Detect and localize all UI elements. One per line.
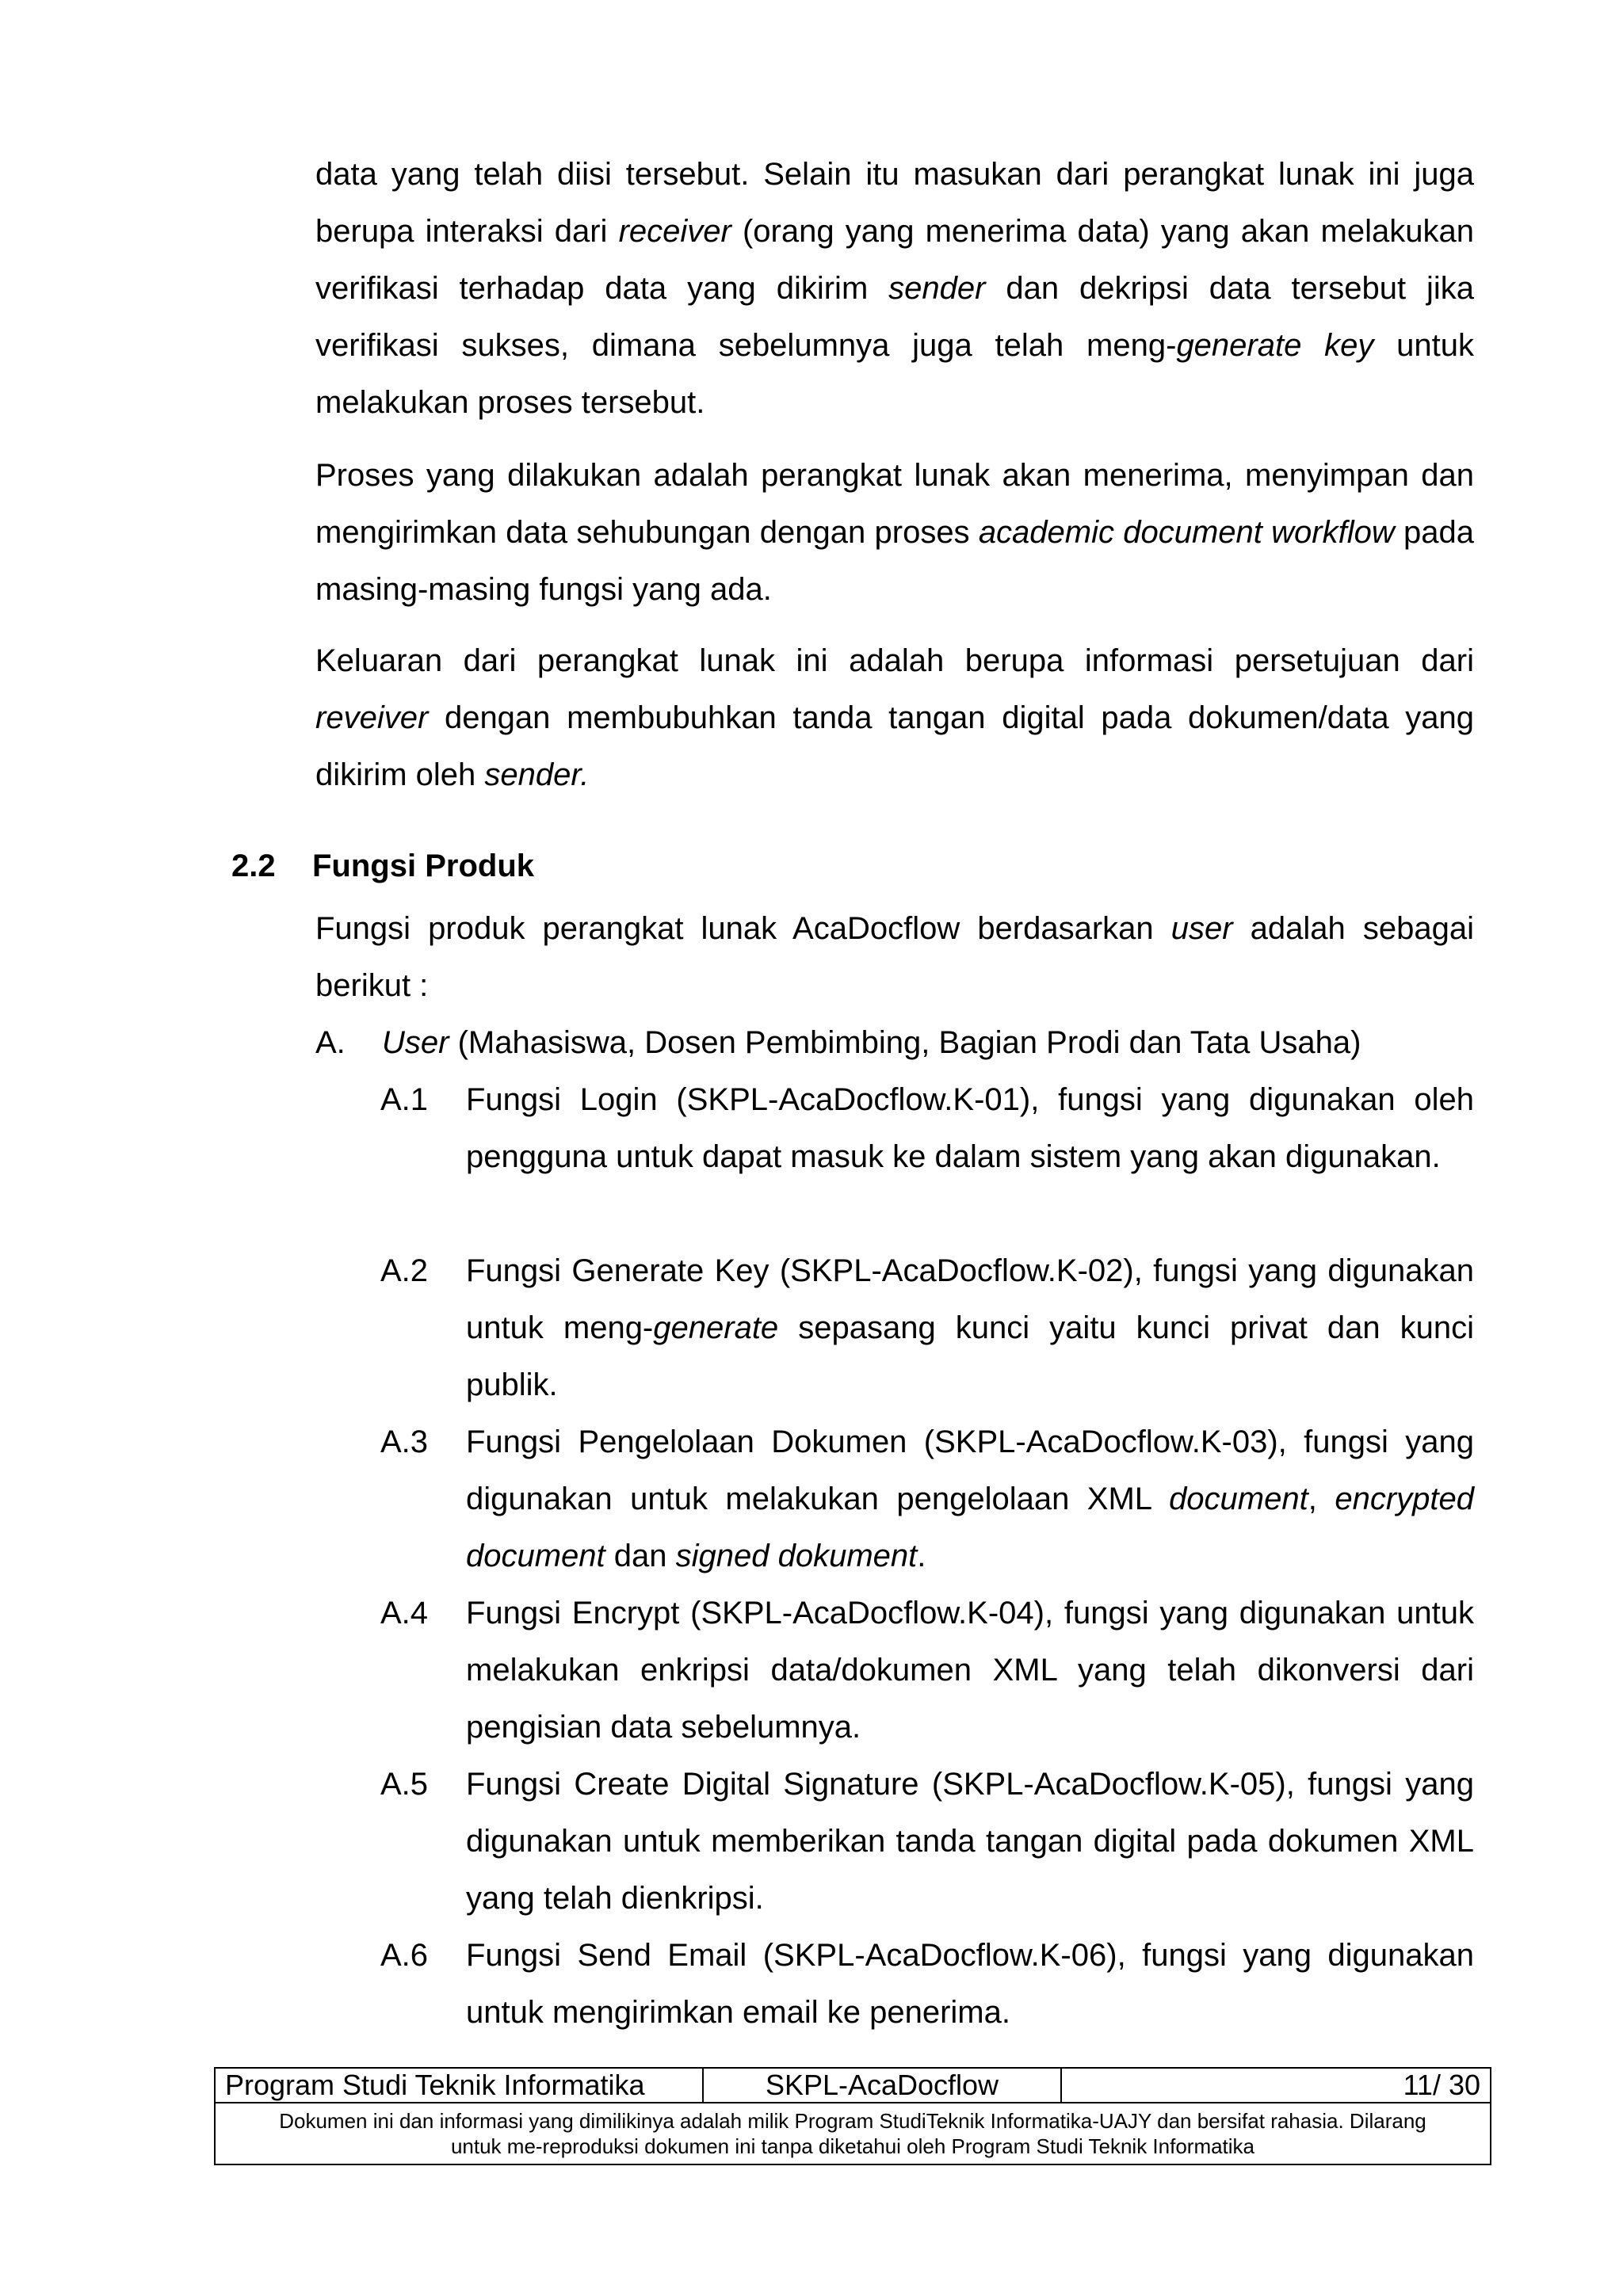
- subitem-text: Fungsi Generate Key (SKPL-AcaDocflow.K-02), fungsi yang digunakan untuk meng-generate sepasang kunci yaitu kunci privat dan kunci publik.: [466, 1253, 1475, 1402]
- subitem-marker: A.6: [380, 1938, 429, 1973]
- footer-document-id: SKPL-AcaDocflow: [703, 2068, 1061, 2103]
- notice-line-2: untuk me-reproduksi dokumen ini tanpa diketahui oleh Program Studi Teknik Informatika: [450, 2134, 1255, 2158]
- footer-notice-row: [215, 2103, 1491, 2164]
- footer-info-row: [215, 2068, 1491, 2103]
- subitem-login-function: [380, 1071, 1474, 1185]
- list-item-user: A. User (Mahasiswa, Dosen Pembimbing, Bagian Prodi dan Tata Usaha): [315, 1014, 1474, 1071]
- list-marker: A.: [315, 1025, 346, 1060]
- subitem-digital-signature-function: [380, 1756, 1474, 1927]
- section-title: Fungsi Produk: [312, 849, 534, 883]
- footer-program: Program Studi Teknik Informatika: [215, 2068, 703, 2103]
- paragraph-intro: Fungsi produk perangkat lunak AcaDocflow berdasarkan user adalah sebagai berikut :: [315, 911, 1474, 1003]
- section-heading: [231, 837, 534, 894]
- subitem-generate-key-function: [380, 1242, 1474, 1413]
- subitem-marker: A.5: [380, 1767, 429, 1802]
- subitem-marker: A.4: [380, 1596, 429, 1630]
- subitem-text: Fungsi Create Digital Signature (SKPL-AcaDocflow.K-05), fungsi yang digunakan untuk memberikan tanda tangan digital pada dokumen XML yang telah dienkripsi.: [466, 1767, 1474, 1916]
- subitem-text: Fungsi Encrypt (SKPL-AcaDocflow.K-04), fungsi yang digunakan untuk melakukan enkripsi data/dokumen XML yang telah dikonversi dari pengisian data sebelumnya.: [466, 1596, 1474, 1745]
- paragraph-process-description: Proses yang dilakukan adalah perangkat lunak akan menerima, menyimpan dan mengirimkan data sehubungan dengan proses academic document workflow pada masing-masing fungsi yang ada.: [315, 458, 1474, 607]
- paragraph-input-description: data yang telah diisi tersebut. Selain itu masukan dari perangkat lunak ini juga berupa interaksi dari receiver (orang yang menerima data) yang akan melakukan verifikasi terhadap data yang dikirim sender dan dekripsi data tersebut jika verifikasi sukses, dimana sebelumnya juga telah meng-generate key untuk melakukan proses tersebut.: [315, 157, 1474, 420]
- notice-line-1: Dokumen ini dan informasi yang dimilikinya adalah milik Program StudiTeknik Informatika-UAJY dan bersifat rahasia. Dilarang: [279, 2109, 1426, 2133]
- subitem-encrypt-function: [380, 1585, 1474, 1756]
- footer-confidential-notice: [215, 2103, 1491, 2164]
- subitem-document-management-function: [380, 1413, 1474, 1585]
- subitem-marker: A.1: [380, 1082, 429, 1117]
- subitem-text: Fungsi Send Email (SKPL-AcaDocflow.K-06), fungsi yang digunakan untuk mengirimkan email ke penerima.: [466, 1938, 1474, 2030]
- subitem-marker: A.3: [380, 1425, 429, 1459]
- footer-page-number: 11/ 30: [1061, 2068, 1491, 2103]
- footer-table: [214, 2067, 1491, 2165]
- paragraph-output-description: Keluaran dari perangkat lunak ini adalah berupa informasi persetujuan dari reveiver dengan membubuhkan tanda tangan digital pada dokumen/data yang dikirim oleh sender.: [315, 643, 1474, 792]
- section-number: 2.2: [231, 849, 276, 883]
- subitem-text: Fungsi Login (SKPL-AcaDocflow.K-01), fungsi yang digunakan oleh pengguna untuk dapat masuk ke dalam sistem yang akan digunakan.: [466, 1082, 1474, 1174]
- subitem-send-email-function: [380, 1927, 1474, 2041]
- subitem-marker: A.2: [380, 1253, 429, 1288]
- subitem-text: Fungsi Pengelolaan Dokumen (SKPL-AcaDocflow.K-03), fungsi yang digunakan untuk melakukan pengelolaan XML document, encrypted document dan signed dokument.: [466, 1425, 1474, 1573]
